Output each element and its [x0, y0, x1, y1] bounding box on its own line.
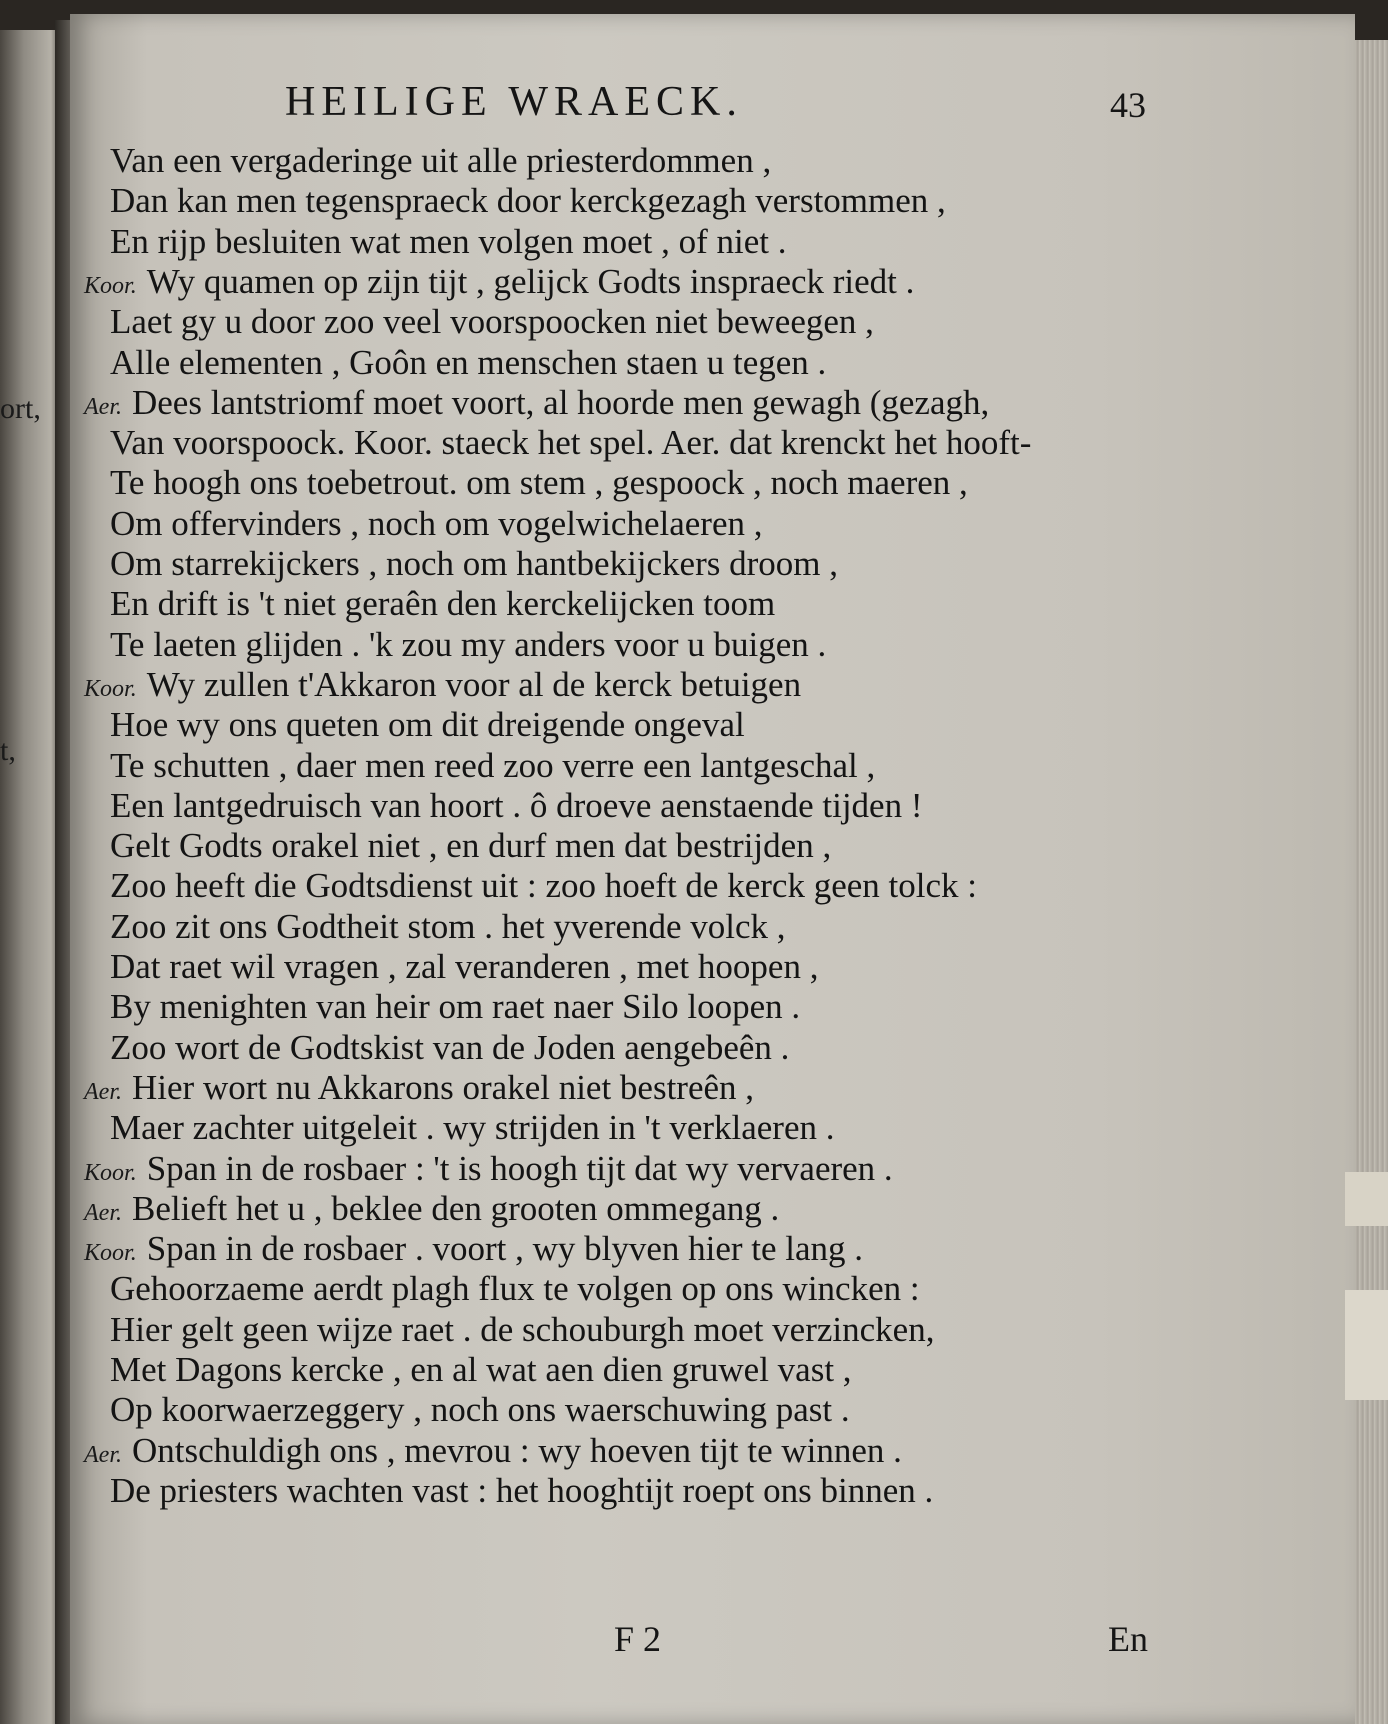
verse-line: [110, 1470, 934, 1510]
running-header: HEILIGE WRAECK.: [285, 79, 743, 125]
verse-line-text: Van een vergaderinge uit alle priesterdommen ,: [110, 141, 772, 180]
verse-line: [110, 181, 946, 221]
verse-line: [84, 1148, 893, 1188]
verse-line-text: Dan kan men tegenspraeck door kerckgezagh verstommen ,: [110, 181, 946, 221]
page-edge-tab: [1345, 1290, 1388, 1400]
verse-line: [84, 1430, 902, 1470]
verse-line-text: Dees lantstriomf moet voort, al hoorde men gewagh (gezagh,: [132, 382, 990, 422]
verse-line: [110, 906, 786, 946]
verse-line: [110, 1390, 850, 1430]
verse-line: [110, 1027, 790, 1067]
verse-line-text: Gehoorzaeme aerdt plagh flux te volgen op ons wincken :: [110, 1269, 920, 1309]
verse-line-text: Om offervinders , noch om vogelwichelaeren ,: [110, 503, 763, 543]
speaker-label: Aer.: [84, 1441, 122, 1468]
verse-line: [84, 382, 990, 422]
verse-line: [84, 664, 802, 704]
verse-line-text: Op koorwaerzeggery , noch ons waerschuwing past .: [110, 1390, 850, 1430]
verse-line-text: Dat raet wil vragen , zal veranderen , met hoopen ,: [110, 947, 819, 986]
speaker-label: Koor.: [84, 272, 137, 299]
verse-line: [110, 624, 827, 664]
verse-line-text: Om starrekijckers , noch om hantbekijckers droom ,: [110, 544, 838, 583]
signature-mark: F 2: [614, 1619, 662, 1659]
verse-line: [110, 302, 874, 342]
verse-line-text: Met Dagons kercke , en al wat aen dien gruwel vast ,: [110, 1350, 852, 1389]
speaker-label: Koor.: [84, 1240, 137, 1267]
verse-line: [110, 1269, 920, 1309]
verse-line: [110, 705, 745, 745]
speaker-label: Koor.: [84, 675, 137, 702]
verse-line-text: Te schutten , daer men reed zoo verre een lantgeschal ,: [110, 745, 876, 785]
verse-line-text: Ontschuldigh ons , mevrou : wy hoeven tijt te winnen .: [132, 1430, 902, 1470]
verse-line: [110, 584, 776, 624]
verse-line: [84, 1188, 780, 1228]
left-page-fragment: t,: [0, 734, 16, 767]
verse-line-text: By menighten van heir om raet naer Silo loopen .: [110, 987, 801, 1027]
left-page-fragment: ort,: [0, 392, 41, 425]
verse-line: [110, 987, 801, 1027]
verse-line: [110, 546, 838, 581]
speaker-label: Aer.: [84, 1078, 122, 1105]
verse-line-text: Span in de rosbaer . voort , wy blyven hier te lang .: [146, 1229, 864, 1269]
verse-line-text: Span in de rosbaer : 't is hoogh tijt dat wy vervaeren .: [146, 1148, 893, 1188]
verse-line-text: De priesters wachten vast : het hooghtijt roept ons binnen .: [110, 1470, 934, 1510]
verse-line: [110, 221, 787, 261]
verse-line-text: Een lantgedruisch van hoort . ô droeve aenstaende tijden !: [110, 785, 923, 825]
catchword: En: [1108, 1619, 1148, 1659]
verse-line-text: Van voorspoock. Koor. staeck het spel. Aer. dat krenckt het hooft-: [110, 423, 1032, 463]
verse-line: [110, 1108, 835, 1148]
left-page-edge: [0, 30, 60, 1724]
verse-line-text: Wy zullen t'Akkaron voor al de kerck betuigen: [146, 664, 802, 704]
verse-line-text: Wy quamen op zijn tijt , gelijck Godts inspraeck riedt .: [146, 261, 915, 301]
verse-line-text: Maer zachter uitgeleit . wy strijden in 't verklaeren .: [110, 1108, 835, 1148]
verse-line: [110, 503, 763, 543]
verse-line-text: Hoe wy ons queten om dit dreigende ongeval: [110, 705, 745, 745]
verse-line-text: Alle elementen , Goôn en menschen staen u tegen .: [110, 342, 827, 382]
verse-line-text: Te laeten glijden . 'k zou my anders voor u buigen .: [110, 624, 827, 664]
verse-line: [84, 1067, 755, 1107]
verse-line-text: Zoo zit ons Godtheit stom . het yverende volck ,: [110, 906, 786, 946]
verse-line: [110, 949, 818, 984]
verse-line: [110, 826, 832, 866]
verse-line-text: Laet gy u door zoo veel voorspoocken niet beweegen ,: [110, 302, 874, 342]
verse-line-text: Gelt Godts orakel niet , en durf men dat bestrijden ,: [110, 826, 832, 866]
verse-line-text: En rijp besluiten wat men volgen moet , of niet .: [110, 221, 787, 261]
page-block-edge: [1355, 40, 1388, 1724]
speaker-label: Aer.: [84, 393, 122, 420]
verse-line: [110, 143, 771, 178]
verse-line-text: Zoo heeft die Godtsdienst uit : zoo hoeft de kerck geen tolck :: [110, 866, 977, 906]
page-number: 43: [1110, 85, 1146, 125]
verse-line-text: Belieft het u , beklee den grooten ommegang .: [132, 1188, 780, 1228]
speaker-label: Koor.: [84, 1159, 137, 1186]
verse-line: [110, 463, 968, 503]
verse-line: [84, 1229, 864, 1269]
speaker-label: Aer.: [84, 1199, 122, 1226]
verse-line: [110, 342, 827, 382]
verse-line: [110, 423, 1032, 463]
verse-line-text: Hier wort nu Akkarons orakel niet bestreên ,: [132, 1067, 755, 1107]
verse-line: [110, 745, 876, 785]
verse-line: [110, 785, 923, 825]
verse-line-text: Hier gelt geen wijze raet . de schouburgh moet verzincken,: [110, 1309, 935, 1349]
verse-line-text: En drift is 't niet geraên den kerckelijcken toom: [110, 584, 776, 624]
verse-line: [110, 866, 977, 906]
page-edge-tab: [1345, 1172, 1388, 1226]
verse-line-text: Zoo wort de Godtskist van de Joden aengebeên .: [110, 1027, 790, 1067]
verse-line: [110, 1352, 852, 1387]
verse-line-text: Te hoogh ons toebetrout. om stem , gespoock , noch maeren ,: [110, 463, 968, 503]
verse-line: [84, 261, 915, 301]
verse-line: [110, 1309, 935, 1349]
